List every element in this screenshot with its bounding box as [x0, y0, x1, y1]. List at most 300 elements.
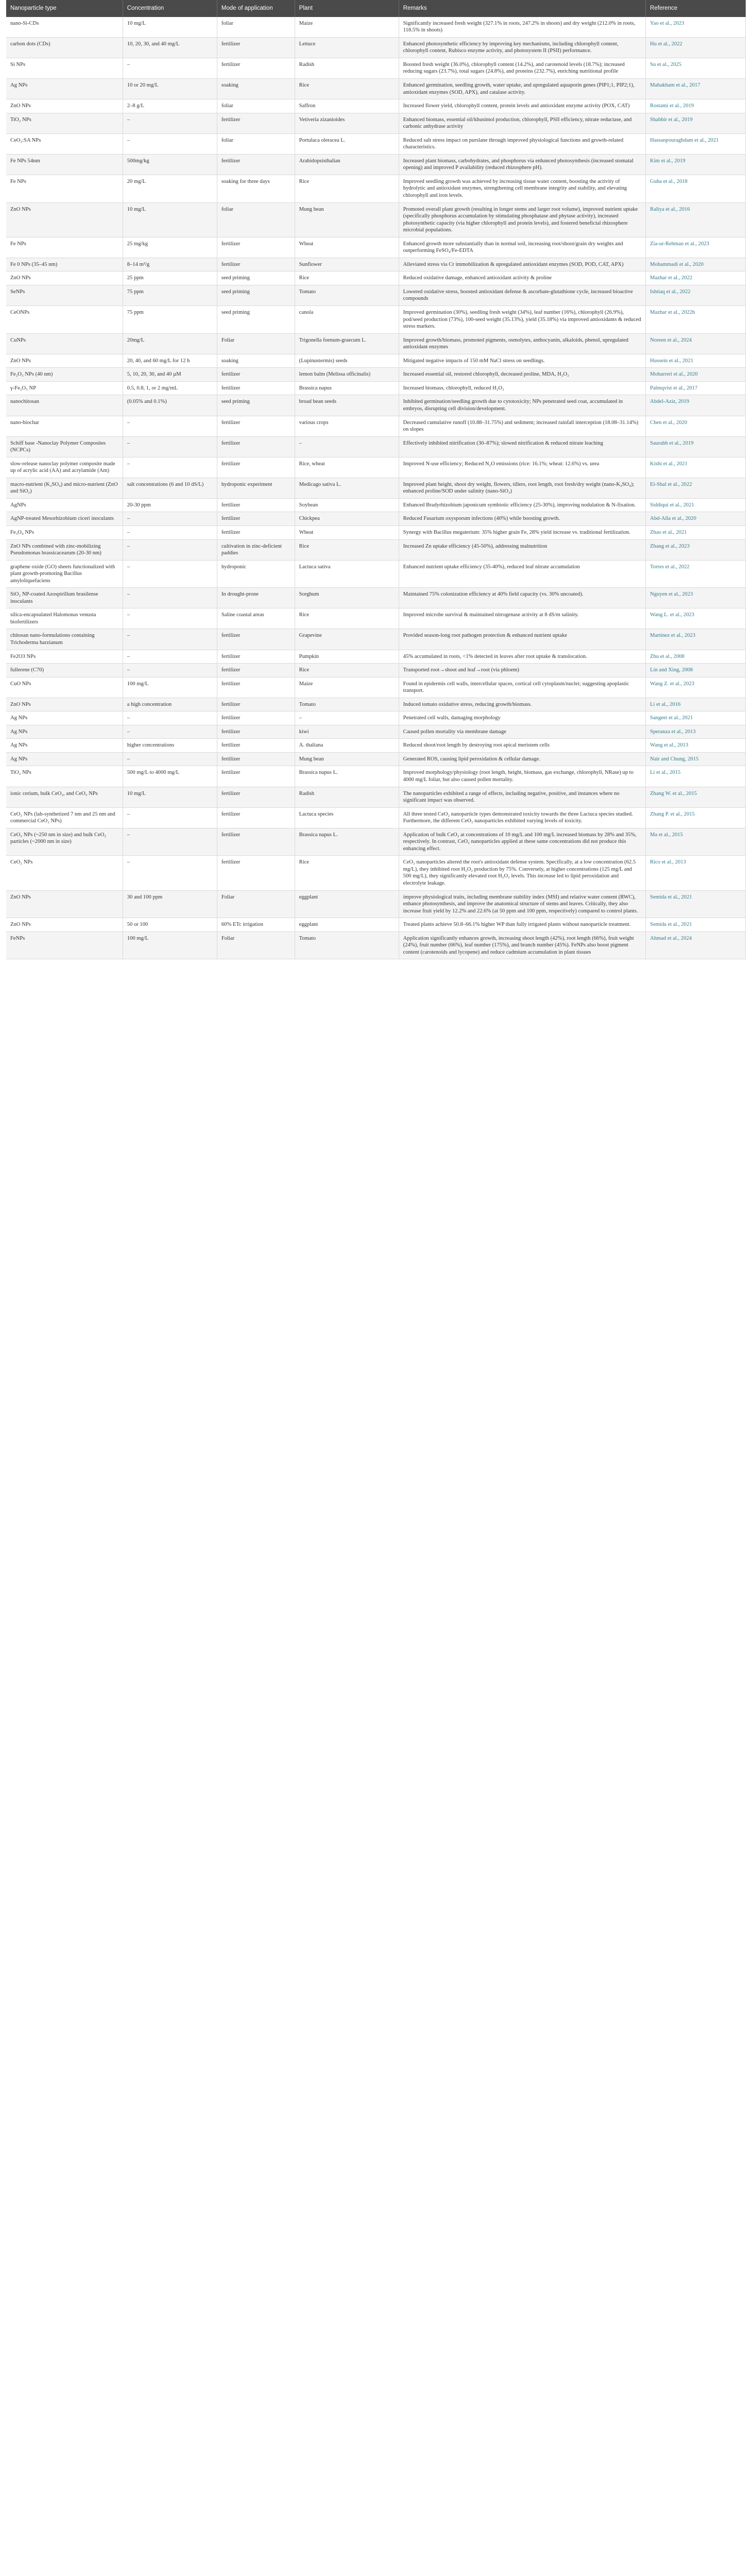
cell-remarks: Enhanced nutrient uptake efficiency (35-40%), reduced leaf nitrate accumulation: [399, 560, 645, 588]
cell-reference-link[interactable]: Abdel-Aziz, 2019: [646, 395, 746, 416]
cell-remarks: Significantly increased fresh weight (327.1% in roots, 247.2% in shoots) and dry weight (212.0% in roots, 118.5% in shoots): [399, 17, 645, 38]
cell-remarks: Induced tomato oxidative stress, reducing growth/biomass.: [399, 698, 645, 711]
cell-concentration: –: [123, 457, 217, 478]
cell-remarks: Improved germination (30%), seedling fresh weight (34%), leaf number (16%), chlorophyll (26.9%), pod/seed production (73%), 100-seed weight (35.13%), yield (35.18%) via improved antioxidants & reduced stress markers.: [399, 306, 645, 334]
cell-plant: (Lupinustermis) seeds: [295, 354, 399, 368]
cell-nanoparticle-type: TiO₂ NPs: [6, 766, 123, 787]
cell-mode-of-application: fertilizer: [217, 154, 295, 175]
cell-reference-link[interactable]: Kim et al., 2019: [646, 154, 746, 175]
cell-reference-link[interactable]: Noreen et al., 2024: [646, 333, 746, 354]
cell-mode-of-application: fertilizer: [217, 526, 295, 539]
cell-reference-link[interactable]: Li et al., 2016: [646, 698, 746, 711]
table-row: [6, 478, 746, 498]
cell-nanoparticle-type: Ag NPs: [6, 752, 123, 766]
cell-mode-of-application: fertilizer: [217, 381, 295, 395]
cell-remarks: Enhanced germination, seedling growth, water uptake, and upregulated aquaporin genes (PIP1;1, PIP2;1), antioxidant enzymes (SOD, APX), and catalase activity.: [399, 79, 645, 99]
header-concentration: Concentration: [123, 0, 217, 17]
cell-concentration: 10 or 20 mg/L: [123, 79, 217, 99]
cell-plant: Tomato: [295, 285, 399, 306]
table-row: [6, 154, 746, 175]
cell-concentration: –: [123, 526, 217, 539]
cell-remarks: Reduced Fusarium oxysporum infections (40%) while boosting growth.: [399, 512, 645, 526]
cell-concentration: 500mg/kg: [123, 154, 217, 175]
cell-concentration: –: [123, 539, 217, 560]
cell-remarks: The nanoparticles exhibited a range of effects, including negative, positive, and instances where no significant impact was observed.: [399, 787, 645, 807]
table-row: [6, 175, 746, 202]
cell-reference-link[interactable]: Kishi et al., 2021: [646, 457, 746, 478]
table-row: [6, 828, 746, 856]
cell-concentration: –: [123, 856, 217, 890]
cell-mode-of-application: foliar: [217, 17, 295, 38]
cell-concentration: 20-30 ppm: [123, 498, 217, 512]
cell-plant: Wheat: [295, 237, 399, 258]
cell-remarks: Application significantly enhances growth, increasing shoot length (42%), root length (66%), fruit weight (24%), fruit number (66%), leaf number (175%), and branch number (45%). FeNPs also boost pigment content (carotenoids and lycopene) and reduce cadmium accumulation in plant tissues: [399, 931, 645, 959]
table-row: [6, 766, 746, 787]
cell-mode-of-application: fertilizer: [217, 711, 295, 725]
cell-concentration: 30 and 100 ppm: [123, 890, 217, 918]
table-row: [6, 37, 746, 58]
cell-concentration: 500 mg/L to 4000 mg/L: [123, 766, 217, 787]
cell-concentration: 10 mg/L: [123, 787, 217, 807]
cell-reference-link[interactable]: Raliya et al., 2016: [646, 202, 746, 237]
cell-remarks: Reduced shoot/root length by destroying root apical meristem cells: [399, 739, 645, 753]
cell-remarks: Improved morphology/physiology (root length, height, biomass, gas exchange, chlorophyll, NRase) up to 4000 mg/L foliar, but also caused pollen mortality.: [399, 766, 645, 787]
table-container: [6, 0, 746, 959]
cell-concentration: –: [123, 436, 217, 457]
cell-remarks: Generated ROS, causing lipid peroxidation & cellular damage.: [399, 752, 645, 766]
cell-plant: Lactuca species: [295, 807, 399, 828]
cell-plant: Lettuce: [295, 37, 399, 58]
table-row: [6, 526, 746, 539]
cell-reference-link[interactable]: Zhang P. et al., 2015: [646, 807, 746, 828]
cell-nanoparticle-type: FeNPs: [6, 931, 123, 959]
cell-mode-of-application: fertilizer: [217, 828, 295, 856]
table-row: [6, 306, 746, 334]
cell-plant: A. thaliana: [295, 739, 399, 753]
table-row: [6, 512, 746, 526]
cell-plant: Radish: [295, 787, 399, 807]
cell-nanoparticle-type: Fe NPs 54nm: [6, 154, 123, 175]
cell-mode-of-application: fertilizer: [217, 113, 295, 133]
cell-mode-of-application: fertilizer: [217, 725, 295, 739]
cell-plant: –: [295, 711, 399, 725]
cell-remarks: Found in epidermis cell walls, intercellular spaces, cortical cell cytoplasm/nuclei; suggesting apoplastic transport.: [399, 677, 645, 698]
cell-plant: Brassica napus L.: [295, 828, 399, 856]
cell-nanoparticle-type: Fe2O3 NPs: [6, 650, 123, 664]
cell-remarks: Application of bulk CeO₂ at concentrations of 10 mg/L and 100 mg/L increased biomass by 28% and 35%, respectively. In contrast, CeO₂ nanoparticles applied at these same concentrations did not produce this enhancing effect.: [399, 828, 645, 856]
cell-plant: Brassica napus: [295, 381, 399, 395]
cell-nanoparticle-type: CeO₂ NPs: [6, 856, 123, 890]
cell-reference-link[interactable]: Wang et al., 2013: [646, 739, 746, 753]
cell-mode-of-application: soaking: [217, 79, 295, 99]
cell-nanoparticle-type: γ-Fe₂O₃ NP: [6, 381, 123, 395]
cell-nanoparticle-type: fullerene (C70): [6, 664, 123, 677]
cell-remarks: Enhanced Bradyrhizobium japonicum symbiotic efficiency (25-30%), improving nodulation & N-fixation.: [399, 498, 645, 512]
cell-reference-link[interactable]: Palmqvist et al., 2017: [646, 381, 746, 395]
table-row: [6, 498, 746, 512]
cell-mode-of-application: fertilizer: [217, 237, 295, 258]
table-row: [6, 416, 746, 436]
cell-reference-link[interactable]: Mazhar et al., 2022: [646, 272, 746, 285]
cell-mode-of-application: hydroponic experiment: [217, 478, 295, 498]
table-row: [6, 99, 746, 113]
cell-concentration: 100 mg/L: [123, 677, 217, 698]
cell-concentration: –: [123, 58, 217, 78]
cell-plant: Lactuca sativa: [295, 560, 399, 588]
cell-mode-of-application: fertilizer: [217, 368, 295, 382]
cell-reference-link[interactable]: Semida et al., 2021: [646, 918, 746, 932]
cell-remarks: Improved growth/biomass, promoted pigments, osmolytes, anthocyanin, alkaloids, phenol, upregulated antioxidant enzymes: [399, 333, 645, 354]
cell-reference-link[interactable]: Speranza et al., 2013: [646, 725, 746, 739]
cell-remarks: Improved seedling growth was achieved by increasing tissue water content, boosting the activity of hydrolytic and antioxidant enzymes, strengthening cell membrane integrity and stability, and elevating chlorophyll and iron levels.: [399, 175, 645, 202]
cell-reference-link[interactable]: Ma et al., 2015: [646, 828, 746, 856]
cell-nanoparticle-type: ZnO NPs: [6, 918, 123, 932]
cell-nanoparticle-type: CeO₂ NPs (~250 nm in size) and bulk CeO₂ particles (~2000 nm in size): [6, 828, 123, 856]
cell-reference-link[interactable]: Nguyen et al., 2023: [646, 588, 746, 608]
table-row: [6, 931, 746, 959]
cell-reference-link[interactable]: Guha et al., 2018: [646, 175, 746, 202]
cell-concentration: 20, 40, and 60 mg/L for 12 h: [123, 354, 217, 368]
table-row: [6, 698, 746, 711]
cell-plant: lemon balm (Melissa officinalis): [295, 368, 399, 382]
cell-concentration: –: [123, 416, 217, 436]
cell-plant: Rice: [295, 272, 399, 285]
cell-nanoparticle-type: Fe NPs: [6, 237, 123, 258]
cell-plant: various crops: [295, 416, 399, 436]
cell-remarks: Increased essential oil, restored chlorophyll, decreased proline, MDA, H₂O₂: [399, 368, 645, 382]
table-row: [6, 237, 746, 258]
cell-reference-link[interactable]: Chen et al., 2020: [646, 416, 746, 436]
cell-reference-link[interactable]: Moharreri et al., 2020: [646, 368, 746, 382]
cell-reference-link[interactable]: Sangeet et al., 2021: [646, 711, 746, 725]
cell-reference-link[interactable]: Wang Z. et al., 2023: [646, 677, 746, 698]
cell-remarks: Transported root→shoot and leaf→root (via phloem): [399, 664, 645, 677]
cell-remarks: CeO₂ nanoparticles altered the root's antioxidant defense system. Specifically, at a low concentration (62.5 mg/L), they inhibited root H₂O₂ production by 75%. Conversely, at higher concentrations (125 mg/L and 500 mg/L), they significantly elevated root H₂O₂ levels. This increase led to lipid peroxidation and electrolyte leakage.: [399, 856, 645, 890]
cell-nanoparticle-type: ZnO NPs: [6, 698, 123, 711]
cell-reference-link[interactable]: Yao et al., 2023: [646, 17, 746, 38]
cell-plant: Rice: [295, 664, 399, 677]
cell-reference-link[interactable]: Li et al., 2015: [646, 766, 746, 787]
cell-plant: Rice: [295, 856, 399, 890]
cell-remarks: Improved N-use efficiency; Reduced N₂O emissions (rice: 16.1%; wheat: 12.6%) vs. urea: [399, 457, 645, 478]
cell-nanoparticle-type: chitosan nano-formulations containing Trichoderma harzianum: [6, 629, 123, 650]
cell-mode-of-application: fertilizer: [217, 258, 295, 272]
cell-mode-of-application: hydroponic: [217, 560, 295, 588]
cell-nanoparticle-type: ZnO NPs combined with zinc-mobilizing Pseudomonas brassicacearum (20-30 nm): [6, 539, 123, 560]
cell-nanoparticle-type: silica-encapsulated Halomonas venusta biofertilizers: [6, 608, 123, 629]
cell-remarks: improve physiological traits, including membrane stability index (MSI) and relative water content (RWC), enhance photosynthesis, and improve the anatomical structure of stems and leaves. Critically, they also increase fruit yield by 12.2% and 22.6% (at 50 ppm and 100 ppm, respectively) compared to control plants.: [399, 890, 645, 918]
table-row: [6, 58, 746, 78]
table-row: [6, 381, 746, 395]
cell-plant: Rice: [295, 608, 399, 629]
cell-concentration: 8–14 m²/g: [123, 258, 217, 272]
cell-plant: eggplant: [295, 890, 399, 918]
cell-reference-link[interactable]: Torres et al., 2022: [646, 560, 746, 588]
cell-concentration: 10 mg/L: [123, 17, 217, 38]
cell-nanoparticle-type: CeONPs: [6, 306, 123, 334]
cell-nanoparticle-type: nano-Si-CDs: [6, 17, 123, 38]
cell-concentration: –: [123, 807, 217, 828]
cell-remarks: Enhanced photosynthetic efficiency by improving key mechanisms, including chlorophyll content, chlorophyll content, Rubisco enzyme activity, and photosystem II (PSII) performance.: [399, 37, 645, 58]
cell-reference-link[interactable]: Rostami et al., 2019: [646, 99, 746, 113]
cell-nanoparticle-type: macro-nutrient (K₂SO₄) and micro-nutrient (ZnO and SiO₂): [6, 478, 123, 498]
cell-remarks: Treated plants achieve 50.8–66.1% higher WP than fully irrigated plants without nanoparticle treatment.: [399, 918, 645, 932]
cell-plant: Radish: [295, 58, 399, 78]
cell-remarks: Maintained 75% colonization efficiency at 40% field capacity (vs. 30% uncoated).: [399, 588, 645, 608]
cell-reference-link[interactable]: Abd-Alla et al., 2020: [646, 512, 746, 526]
cell-mode-of-application: fertilizer: [217, 856, 295, 890]
cell-nanoparticle-type: SeNPs: [6, 285, 123, 306]
cell-mode-of-application: In drought-prone: [217, 588, 295, 608]
cell-nanoparticle-type: AgNPs: [6, 498, 123, 512]
cell-remarks: Reduced oxidative damage, enhanced antioxidant activity & proline: [399, 272, 645, 285]
cell-mode-of-application: Foliar: [217, 931, 295, 959]
cell-reference-link[interactable]: Mazhar et al., 2022b: [646, 306, 746, 334]
table-row: [6, 664, 746, 677]
cell-plant: Sunflower: [295, 258, 399, 272]
cell-mode-of-application: cultivation in zinc-deficient paddies: [217, 539, 295, 560]
cell-concentration: higher concentrations: [123, 739, 217, 753]
cell-concentration: –: [123, 113, 217, 133]
cell-reference-link[interactable]: Su et al., 2025: [646, 58, 746, 78]
cell-nanoparticle-type: ZnO NPs: [6, 354, 123, 368]
table-body: [6, 17, 746, 959]
cell-plant: Rice: [295, 175, 399, 202]
table-row: [6, 395, 746, 416]
header-reference: Reference: [646, 0, 746, 17]
cell-nanoparticle-type: graphene oxide (GO) sheets functionalized with plant growth-promoting Bacillus amyloliquefaciens: [6, 560, 123, 588]
cell-concentration: –: [123, 588, 217, 608]
cell-remarks: Reduced salt stress impact on purslane through improved physiological functions and growth-related characteristics.: [399, 133, 645, 154]
cell-reference-link[interactable]: Lin and Xing, 2008: [646, 664, 746, 677]
cell-reference-link[interactable]: Saurabh et al., 2019: [646, 436, 746, 457]
table-row: [6, 890, 746, 918]
cell-remarks: Enhanced growth more substantially than in normal soil, increasing root/shoot/grain dry weights and outperforming FeSO₄/Fe-EDTA: [399, 237, 645, 258]
cell-reference-link[interactable]: Zhao et al., 2021: [646, 526, 746, 539]
cell-concentration: 20mg/L: [123, 333, 217, 354]
cell-plant: Vetiveria zizanioides: [295, 113, 399, 133]
cell-plant: broad bean seeds: [295, 395, 399, 416]
cell-remarks: Alleviated stress via Cr immobilization & upregulated antioxidant enzymes (SOD, POD, CAT, APX): [399, 258, 645, 272]
nanoparticle-table: [6, 0, 746, 959]
cell-reference-link[interactable]: Martinez et al., 2023: [646, 629, 746, 650]
cell-concentration: –: [123, 664, 217, 677]
cell-reference-link[interactable]: El-Shal et al., 2022: [646, 478, 746, 498]
cell-mode-of-application: fertilizer: [217, 37, 295, 58]
cell-reference-link[interactable]: Zhang W. et al., 2015: [646, 787, 746, 807]
cell-mode-of-application: fertilizer: [217, 457, 295, 478]
cell-mode-of-application: Foliar: [217, 333, 295, 354]
cell-concentration: –: [123, 629, 217, 650]
cell-mode-of-application: Foliar: [217, 890, 295, 918]
cell-nanoparticle-type: Fe 0 NPs (35–45 nm): [6, 258, 123, 272]
cell-nanoparticle-type: CeO₂ NPs (lab-synthetized 7 nm and 25 nm and commercial CeO₂ NPs): [6, 807, 123, 828]
cell-remarks: Increased Zn uptake efficiency (45-50%), addressing malnutrition: [399, 539, 645, 560]
table-row: [6, 856, 746, 890]
cell-mode-of-application: foliar: [217, 133, 295, 154]
cell-remarks: Decreased cumulative runoff (10.88–31.75%) and sediment; increased rainfall interception (18.08–31.14%) on slopes: [399, 416, 645, 436]
cell-reference-link[interactable]: Mohammadi et al., 2020: [646, 258, 746, 272]
cell-concentration: (0.05% and 0.1%): [123, 395, 217, 416]
cell-nanoparticle-type: Fe₂O₃ NPs (40 nm): [6, 368, 123, 382]
cell-reference-link[interactable]: Zhang et al., 2023: [646, 539, 746, 560]
table-row: [6, 918, 746, 932]
cell-nanoparticle-type: Ag NPs: [6, 79, 123, 99]
cell-remarks: Inhibited germination/seedling growth due to cytotoxicity; NPs penetrated seed coat, accumulated in embryos, disrupting cell division/development.: [399, 395, 645, 416]
cell-concentration: 25 mg/kg: [123, 237, 217, 258]
table-row: [6, 79, 746, 99]
cell-reference-link[interactable]: Mahakham et al., 2017: [646, 79, 746, 99]
cell-nanoparticle-type: SiO₂ NP-coated Azospirillum brasilense inoculants: [6, 588, 123, 608]
cell-plant: Soybean: [295, 498, 399, 512]
cell-reference-link[interactable]: Wang L. et al., 2023: [646, 608, 746, 629]
cell-plant: Rice, wheat: [295, 457, 399, 478]
cell-remarks: 45% accumulated in roots, <1% detected in leaves after root uptake & translocation.: [399, 650, 645, 664]
cell-reference-link[interactable]: Nair and Chung, 2015: [646, 752, 746, 766]
cell-nanoparticle-type: Ag NPs: [6, 711, 123, 725]
cell-reference-link[interactable]: Hu et al., 2022: [646, 37, 746, 58]
cell-mode-of-application: foliar: [217, 202, 295, 237]
cell-mode-of-application: seed priming: [217, 306, 295, 334]
cell-nanoparticle-type: Fe NPs: [6, 175, 123, 202]
table-row: [6, 17, 746, 38]
cell-plant: Sorghum: [295, 588, 399, 608]
cell-mode-of-application: seed priming: [217, 285, 295, 306]
cell-reference-link[interactable]: Zia-ur-Rehman et al., 2023: [646, 237, 746, 258]
table-header: [6, 0, 746, 17]
cell-concentration: –: [123, 752, 217, 766]
cell-plant: Mung bean: [295, 752, 399, 766]
table-row: [6, 739, 746, 753]
cell-reference-link[interactable]: Zhu et al., 2008: [646, 650, 746, 664]
cell-nanoparticle-type: nanochitosan: [6, 395, 123, 416]
cell-reference-link[interactable]: Shabbir et al., 2019: [646, 113, 746, 133]
header-nanoparticle-type: Nanoparticle type: [6, 0, 123, 17]
cell-mode-of-application: fertilizer: [217, 787, 295, 807]
cell-nanoparticle-type: ZnO NPs: [6, 272, 123, 285]
cell-nanoparticle-type: ionic cerium, bulk CeO₂, and CeO₂ NPs: [6, 787, 123, 807]
cell-mode-of-application: fertilizer: [217, 629, 295, 650]
cell-plant: Rice: [295, 539, 399, 560]
cell-nanoparticle-type: AgNP-treated Mesorhizobium ciceri inoculants: [6, 512, 123, 526]
cell-nanoparticle-type: Fe₃O₄ NPs: [6, 526, 123, 539]
table-row: [6, 368, 746, 382]
cell-reference-link[interactable]: Ishtiaq et al., 2022: [646, 285, 746, 306]
cell-reference-link[interactable]: Semida et al., 2021: [646, 890, 746, 918]
cell-mode-of-application: fertilizer: [217, 498, 295, 512]
cell-concentration: –: [123, 650, 217, 664]
cell-concentration: –: [123, 512, 217, 526]
cell-plant: Maize: [295, 677, 399, 698]
cell-concentration: –: [123, 560, 217, 588]
cell-plant: Chickpea: [295, 512, 399, 526]
cell-plant: Pumpkin: [295, 650, 399, 664]
cell-mode-of-application: fertilizer: [217, 752, 295, 766]
table-row: [6, 202, 746, 237]
cell-remarks: Increased flower yield, chlorophyll content, protein levels and antioxidant enzyme activity (POX, CAT): [399, 99, 645, 113]
table-row: [6, 711, 746, 725]
cell-concentration: 50 or 100: [123, 918, 217, 932]
cell-remarks: Increased plant biomass, carbohydrates, and phosphorus via enhanced photosynthesis (increased stomatal opening) and improved P availability (reduced rhizosphere pH).: [399, 154, 645, 175]
cell-nanoparticle-type: ZnO NPs: [6, 202, 123, 237]
cell-concentration: 0.5, 0.8, 1, or 2 mg/mL: [123, 381, 217, 395]
table-row: [6, 807, 746, 828]
cell-concentration: –: [123, 133, 217, 154]
cell-plant: Mung bean: [295, 202, 399, 237]
table-row: [6, 608, 746, 629]
cell-plant: Brassica napus L.: [295, 766, 399, 787]
cell-concentration: –: [123, 828, 217, 856]
cell-concentration: a high concentration: [123, 698, 217, 711]
cell-remarks: Boosted fresh weight (36.0%), chlorophyll content (14.2%), and carotenoid levels (18.7%); increased reducing sugars (23.7%), total sugars (24.8%), and proteins (232.7%), enriching nutritional profile: [399, 58, 645, 78]
cell-plant: Trigonella foenum-graecum L.: [295, 333, 399, 354]
cell-mode-of-application: fertilizer: [217, 436, 295, 457]
cell-concentration: 10, 20, 30, and 40 mg/L: [123, 37, 217, 58]
cell-remarks: Lowered oxidative stress, boosted antioxidant defense & ascorbate-glutathione cycle, increased bioactive compounds: [399, 285, 645, 306]
cell-mode-of-application: fertilizer: [217, 677, 295, 698]
table-row: [6, 354, 746, 368]
cell-concentration: –: [123, 711, 217, 725]
cell-plant: Saffron: [295, 99, 399, 113]
table-row: [6, 457, 746, 478]
cell-concentration: 20 mg/L: [123, 175, 217, 202]
table-row: [6, 752, 746, 766]
cell-remarks: Provided season-long root pathogen protection & enhanced nutrient uptake: [399, 629, 645, 650]
cell-nanoparticle-type: CeO₂:SA NPs: [6, 133, 123, 154]
cell-nanoparticle-type: ZnO NPs: [6, 890, 123, 918]
cell-concentration: –: [123, 725, 217, 739]
cell-nanoparticle-type: Ag NPs: [6, 725, 123, 739]
cell-nanoparticle-type: slow-release nanoclay polymer composite made up of acrylic acid (AA) and acrylamide (Am): [6, 457, 123, 478]
cell-plant: Tomato: [295, 698, 399, 711]
cell-remarks: Improved plant height, shoot dry weight, flowers, tillers, root length, root fresh/dry weight (nano-K₂SO₄); enhanced proline/SOD under salinity (nano-SiO₂): [399, 478, 645, 498]
cell-reference-link[interactable]: Siddiqui et al., 2021: [646, 498, 746, 512]
cell-mode-of-application: seed priming: [217, 395, 295, 416]
cell-plant: Maize: [295, 17, 399, 38]
cell-reference-link[interactable]: Hassanpouraghdam et al., 2021: [646, 133, 746, 154]
cell-concentration: 2–8 g/L: [123, 99, 217, 113]
cell-reference-link[interactable]: Rico et al., 2013: [646, 856, 746, 890]
cell-mode-of-application: fertilizer: [217, 512, 295, 526]
cell-plant: –: [295, 436, 399, 457]
cell-reference-link[interactable]: Ahmad et al., 2024: [646, 931, 746, 959]
table-row: [6, 560, 746, 588]
cell-nanoparticle-type: CuO NPs: [6, 677, 123, 698]
table-row: [6, 258, 746, 272]
cell-mode-of-application: fertilizer: [217, 416, 295, 436]
cell-remarks: Mitigated negative impacts of 150 mM NaCl stress on seedlings.: [399, 354, 645, 368]
cell-mode-of-application: fertilizer: [217, 698, 295, 711]
header-remarks: Remarks: [399, 0, 645, 17]
cell-nanoparticle-type: Si NPs: [6, 58, 123, 78]
cell-concentration: 10 mg/L: [123, 202, 217, 237]
cell-mode-of-application: fertilizer: [217, 766, 295, 787]
cell-nanoparticle-type: nano-biochar: [6, 416, 123, 436]
cell-remarks: Increased biomass, chlorophyll, reduced H₂O₂: [399, 381, 645, 395]
cell-reference-link[interactable]: Hussein et al., 2021: [646, 354, 746, 368]
table-row: [6, 588, 746, 608]
header-mode-of-application: Mode of application: [217, 0, 295, 17]
cell-nanoparticle-type: ZnO NPs: [6, 99, 123, 113]
cell-mode-of-application: fertilizer: [217, 739, 295, 753]
cell-plant: Portulaca oleracea L.: [295, 133, 399, 154]
cell-mode-of-application: Saline coastal areas: [217, 608, 295, 629]
cell-concentration: 75 ppm: [123, 285, 217, 306]
cell-nanoparticle-type: carbon dots (CDs): [6, 37, 123, 58]
cell-mode-of-application: soaking: [217, 354, 295, 368]
cell-plant: kiwi: [295, 725, 399, 739]
cell-remarks: Caused pollen mortality via membrane damage: [399, 725, 645, 739]
